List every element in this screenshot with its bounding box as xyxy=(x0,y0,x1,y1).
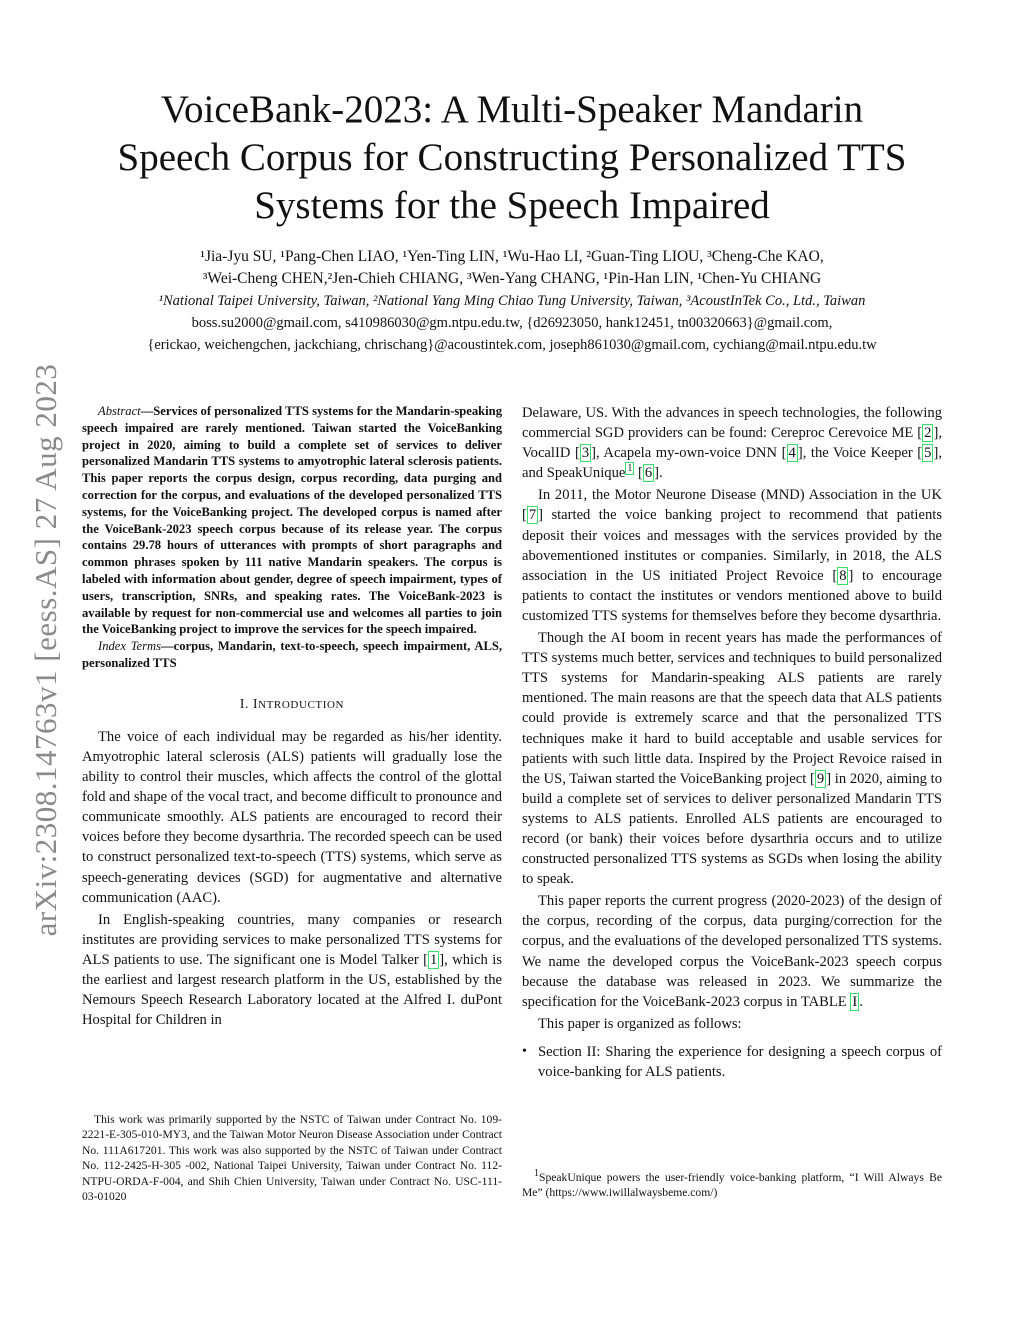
text-run: started the voice banking project to recommend that patients deposit their voices and messages with the services provided by the abovementioned institutes or companies. Similarly, in 2018, the ALS association in the US initiated Project Revoice xyxy=(522,507,942,584)
organization-paragraph: This paper is organized as follows: xyxy=(538,1015,742,1032)
ai-boom-paragraph: Though the AI boom in recent years has made the performances of TTS systems much better, services and techniques to build personalized TTS systems for Mandarin-speaking ALS patients are rarely mentioned. The main reasons are that the speech data that ALS patients could provide is extremely scarce and that the personalized TTS techniques make it hard to build acceptable and usable services for patients with such little data. Inspired by the Project Revoice raised in the US, Taiwan started the VoiceBanking project [ 9 ] in 2020, aiming to build a complete set of services to deliver personalized Mandarin TTS systems to ALS patients. Enrolled ALS patients are encouraged to record (or bank) their voices before dysarthria occurs and to utilize constructed personalized TTS systems as SGDs when losing the ability to speak. xyxy=(522,630,942,888)
citation-link[interactable]: 1 xyxy=(429,951,438,968)
text-run: , Acapela my-own-voice DNN xyxy=(595,445,782,462)
text-run: , the Voice Keeper xyxy=(802,445,918,462)
citation-link[interactable]: 4 xyxy=(788,445,796,462)
index-terms xyxy=(82,638,502,672)
arxiv-id: arXiv:2308.14763v1 [eess.AS] 27 Aug 2023 xyxy=(28,363,63,937)
section-first-letter: I xyxy=(252,695,259,711)
index-terms-text: —corpus, Mandarin, text-to-speech, speech impairment, ALS, personalized TTS xyxy=(82,639,503,670)
abstract-text: —Services of personalized TTS systems for the Mandarin-speaking speech impaired are rarely mentioned. Taiwan started the VoiceBanking project in 2020, aiming to build a complete set of services to deliver personalized Mandarin TTS systems to amyotrophic lateral sclerosis patients. This paper reports the corpus design, corpus recording, data purging and correction for the corpus, and evaluations of the developed personalized TTS systems, for the VoiceBanking project. The developed corpus is named after the VoiceBank-2023 speech corpus because of its release year. The corpus contains 29.78 hours of utterances with prompts of short paragraphs and common phrases spoken by 111 native Mandarin speakers. The corpus is labeled with information about gender, degree of speech impairment, types of users, transcription, SNRs, and speaking rates. The VoiceBank-2023 is available by request for non-commercial use and welcomes all parties to join the VoiceBanking project to improve the services for the speech impaired. xyxy=(82,404,502,637)
affiliations: ¹National Taipei University, Taiwan, ²National Yang Ming Chiao Tung University, Taiwan, ³AcoustInTek Co., Ltd., Taiwan xyxy=(158,293,866,309)
text-run: , and SpeakUnique xyxy=(522,445,942,482)
emails-line-2: {erickao, weichengchen, jackchiang, chrischang}@acoustintek.com, joseph861030@gmail.com, cychiang@mail.ntpu.edu.tw xyxy=(147,337,877,353)
speakunique-footnote xyxy=(522,1170,942,1201)
text-run: . xyxy=(659,465,663,482)
text-run: . xyxy=(859,993,863,1010)
author-block xyxy=(60,246,964,356)
citation-link[interactable]: 9 xyxy=(816,770,825,787)
progress-paragraph xyxy=(522,891,942,1012)
text-run: Though the AI boom in recent years has made the performances of TTS systems much better, services and techniques to build personalized TTS systems for Mandarin-speaking ALS patients are rarely mentioned. The main reasons are that the speech data that ALS patients could provide is extremely scarce and that the personalized TTS techniques make it hard to build acceptable and usable services for patients with such little data. Inspired by the Project Revoice raised in the US, Taiwan started the VoiceBanking project xyxy=(522,630,942,787)
footnote-text: SpeakUnique powers the user-friendly voice-banking platform, “I Will Always Be Me” (https://www.iwillalwaysbeme.com/) xyxy=(522,1171,942,1200)
text-run: In 2011, the Motor Neurone Disease (MND) Association in the UK xyxy=(538,487,942,504)
list-item-text: Section II: Sharing the experience for designing a speech corpus of voice-banking for ALS patients. xyxy=(538,1043,942,1080)
section-heading-introduction xyxy=(82,694,502,715)
citation-link[interactable]: 8 xyxy=(839,567,847,584)
authors-line-2: ³Wei-Cheng CHEN,²Jen-Chieh CHIANG, ³Wen-Yang CHANG, ¹Pin-Han LIN, ¹Chen-Yu CHIANG xyxy=(202,270,822,287)
left-column xyxy=(82,403,502,1030)
abstract-label: Abstract xyxy=(98,404,141,418)
list-item xyxy=(522,1042,942,1082)
emails-line-1: boss.su2000@gmail.com, s410986030@gm.ntpu.edu.tw, {d26923050, hank12451, tn00320663}@gmail.com, xyxy=(191,315,833,331)
index-terms-label: Index Terms xyxy=(98,639,162,654)
abstract xyxy=(82,403,502,638)
title-line-1: VoiceBank-2023: A Multi-Speaker Mandarin xyxy=(160,88,864,131)
text-run: In English-speaking countries, many companies or research institutes are providing services to make personalized TTS systems for ALS patients to use. The significant one is Model Talker xyxy=(82,911,502,968)
citation-link[interactable]: 7 xyxy=(528,507,537,524)
title-line-2: Speech Corpus for Constructing Personalized TTS xyxy=(117,136,907,179)
table-link[interactable]: I xyxy=(852,993,858,1010)
section-rest: NTRODUCTION xyxy=(258,698,345,711)
intro-paragraph-continued: Delaware, US. With the advances in speech technologies, the following commercial SGD providers can be found: Cereproc Cerevoice ME [ 2 ], VocalID [ 3 ], Acapela my-own-voice DNN [ 4 ], the Voice Keeper [ 5 ], and SpeakUnique $^1$ [ 6 ]. xyxy=(522,405,942,482)
authors-line-1: ¹Jia-Jyu SU, ¹Pang-Chen LIAO, ¹Yen-Ting LIN, ¹Wu-Hao LI, ²Guan-Ting LIOU, ³Cheng-Che KAO, xyxy=(200,248,824,265)
intro-paragraph-1: The voice of each individual may be regarded as his/her identity. Amyotrophic lateral sclerosis (ALS) patients will gradually lose the ability to control their muscles, which affects the control of the glottal fold and shape of the vocal tract, and become difficult to pronounce and communicate smoothly. ALS patients are encouraged to record their voices before they become dysarthria. The recorded speech can be used to construct personalized text-to-speech (TTS) systems, which serve as speech-generating devices (SGD) for augmentative and alternative communication (AAC). xyxy=(82,728,502,906)
intro-paragraph-2: In English-speaking countries, many companies or research institutes are providing services to make personalized TTS systems for ALS patients to use. The significant one is Model Talker [ 1 ], which is the earliest and largest research platform in the US, established by the Nemours Speech Research Laboratory located at the Alfred I. duPont Hospital for Children in xyxy=(82,911,502,1029)
citation-link[interactable]: 5 xyxy=(924,445,932,462)
mnd-paragraph: In 2011, the Motor Neurone Disease (MND) Association in the UK [ 7 ] started the voice banking project to recommend that patients deposit their voices and messages with the services provided by the abovementioned institutes or companies. Similarly, in 2018, the ALS association in the US initiated Project Revoice [ 8 ] to encourage patients to contact the institutes or vendors mentioned above to build customized TTS systems for themselves before they become dysarthria. xyxy=(522,487,942,624)
text-run: Delaware, US. With the advances in speech technologies, the following commercial SGD providers can be found: Cereproc Cerevoice ME xyxy=(522,405,942,442)
bullet-icon: • xyxy=(522,1043,527,1059)
title-line-3: Systems for the Speech Impaired xyxy=(254,184,770,227)
text-run: to encourage patients to contact the institutes or vendors mentioned above to build customized TTS systems for themselves before they become dysarthria. xyxy=(522,567,942,624)
citation-link[interactable]: 3 xyxy=(581,445,590,462)
section-number: I. xyxy=(239,695,249,711)
text-run: , VocalID xyxy=(522,425,942,462)
funding-footnote: This work was primarily supported by the NSTC of Taiwan under Contract No. 109-2221-E-305-010-MY3, and the Taiwan Motor Neuron Disease Association under Contract No. 111A617201. This work was also supported by the NSTC of Taiwan under Contract No. 112-2425-H-305 -002, National Taipei University, Taiwan under Contract No. 112-NTPU-ORDA-F-004, and Shih Chien University, Taiwan under Contract No. USC-111-03-01020 xyxy=(82,1113,502,1204)
paper-title xyxy=(60,86,964,230)
text-run: , which is the earliest and largest research platform in the US, established by the Nemours Speech Research Laboratory located at the Alfred I. duPont Hospital for Children in xyxy=(82,951,502,1029)
right-column xyxy=(522,403,942,1082)
text-run: in 2020, aiming to build a complete set of services to deliver personalized Mandarin TTS systems to ALS patients. Enrolled ALS patients are encouraged to record (or bank) their voices before dysarthria occurs and to utilize constructed personalized TTS systems as SGDs when losing the ability to speak. xyxy=(522,770,942,888)
text-run: This paper reports the current progress (2020-2023) of the design of the corpus, recording of the corpus, data purging/correction for the corpus, and the evaluations of the developed personalized TTS systems. We name the developed corpus the VoiceBank-2023 speech corpus because the database was released in 2023. We summarize the specification for the VoiceBank-2023 corpus in TABLE xyxy=(522,893,943,1010)
arxiv-watermark xyxy=(28,340,64,960)
citation-link[interactable]: 6 xyxy=(644,465,653,482)
footnote-mark: 1 xyxy=(534,1168,539,1180)
citation-link[interactable]: 2 xyxy=(924,425,932,442)
footnote-link[interactable]: 1 xyxy=(627,463,633,475)
